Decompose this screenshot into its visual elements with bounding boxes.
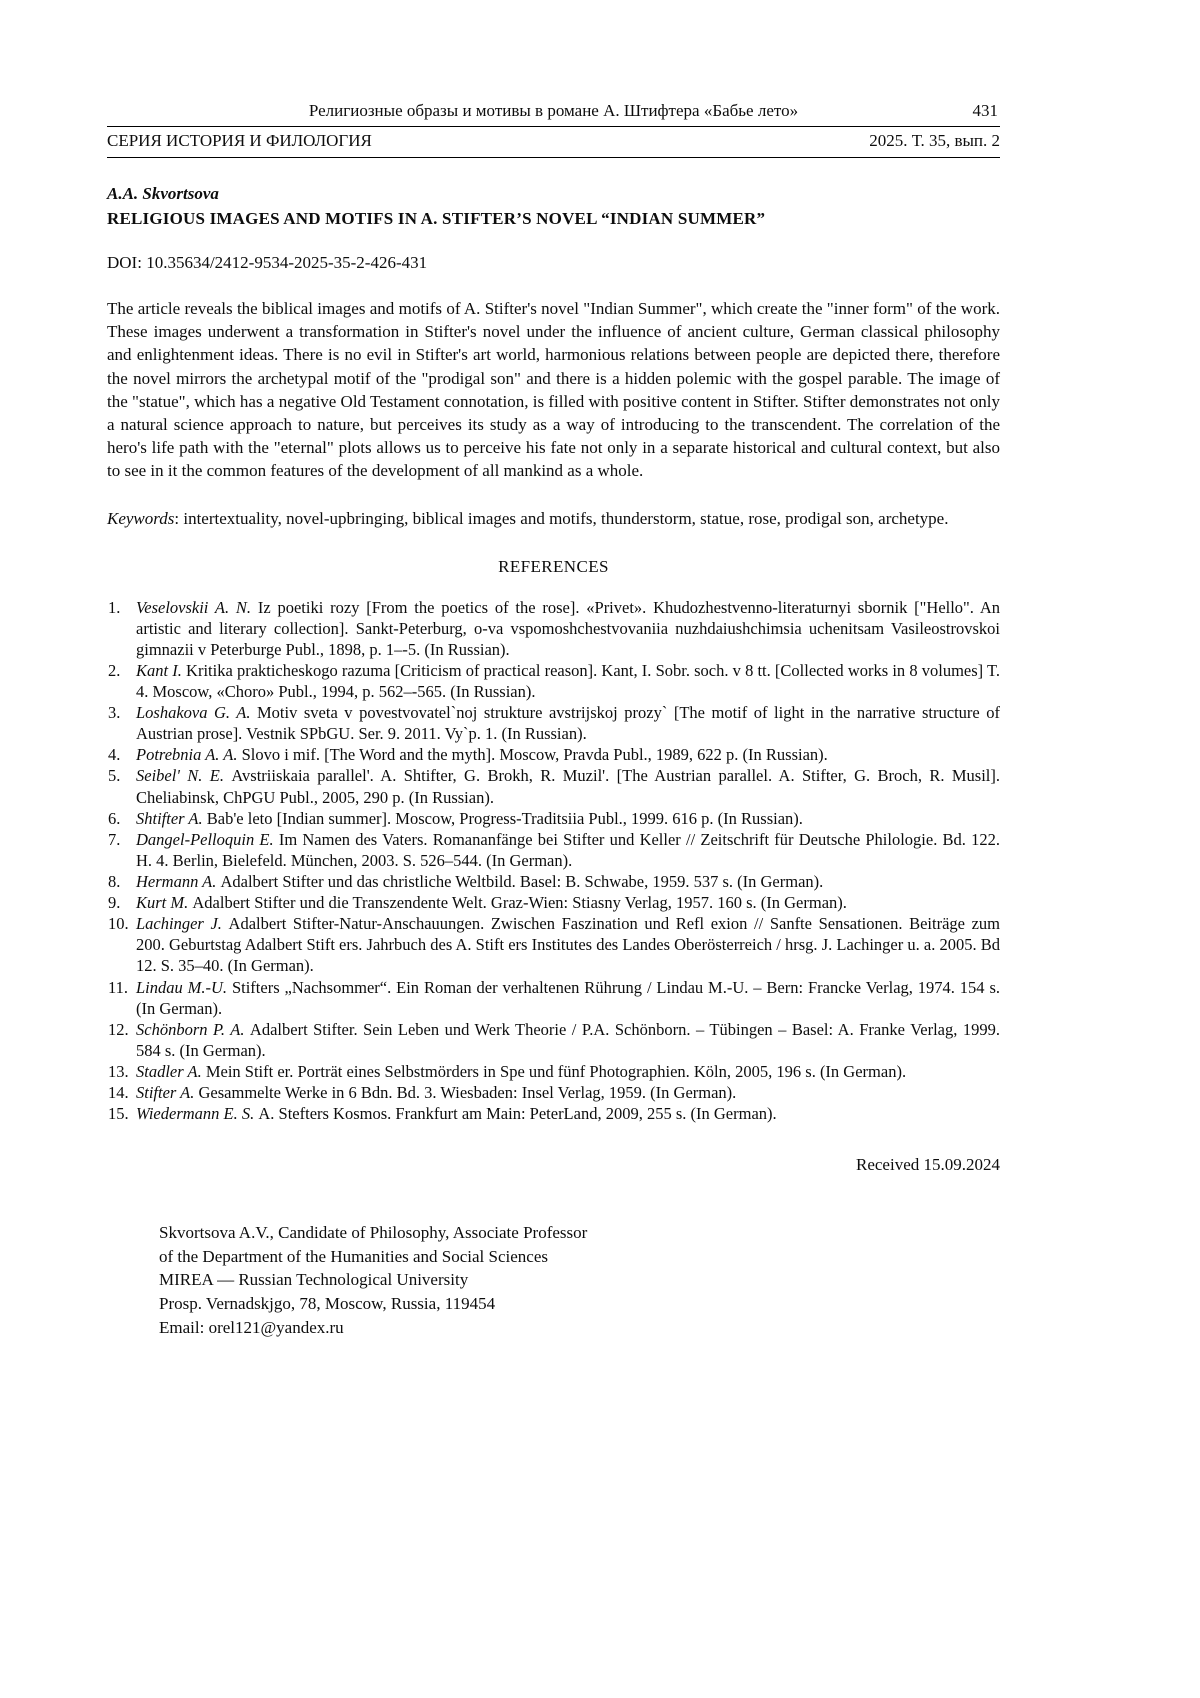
reference-text: Motiv sveta v povestvovatel`noj strukture avstrijskoj prozy` [The motif of light in the narrative structure of Austrian prose]. Vestnik SPbGU. Ser. 9. 2011. Vy`p. 1. (In Russian).	[136, 703, 1000, 744]
reference-author: Stadler A.	[136, 1062, 206, 1082]
references-heading: REFERENCES	[498, 557, 609, 577]
article-title: RELIGIOUS IMAGES AND MOTIFS IN A. STIFTER’S NOVEL “INDIAN SUMMER”	[107, 209, 766, 229]
reference-item	[107, 977, 1000, 1019]
keywords-text: : intertextuality, novel-upbringing, biblical images and motifs, thunderstorm, statue, rose, prodigal son, archetype.	[174, 509, 949, 529]
reference-text: Slovo i mif. [The Word and the myth]. Moscow, Pravda Publ., 1989, 622 p. (In Russian).	[241, 745, 828, 765]
author-info-line: MIREA — Russian Technological University	[159, 1270, 469, 1290]
reference-item	[107, 892, 1000, 913]
running-title: Религиозные образы и мотивы в романе А. Штифтера «Бабье лето»	[308, 101, 799, 120]
reference-author: Stifter A.	[136, 1083, 199, 1103]
reference-author: Kurt M.	[136, 893, 193, 913]
article-body	[107, 183, 1000, 1340]
reference-item	[107, 913, 1000, 976]
reference-text: Mein Stift er. Porträt eines Selbstmörders in Spe und fünf Photographien. Köln, 2005, 196 s. (In German).	[205, 1062, 907, 1082]
author-info-block	[159, 1221, 1000, 1340]
article-doi: DOI: 10.35634/2412-9534-2025-35-2-426-431	[107, 252, 428, 272]
reference-author: Potrebnia A. A.	[136, 745, 242, 765]
reference-item	[107, 829, 1000, 871]
page-content	[107, 100, 1000, 1340]
reference-author: Seibel' N. E.	[136, 766, 232, 786]
keywords-label: Keywords	[107, 509, 175, 529]
running-header-line2	[107, 127, 1000, 156]
abstract-text: The article reveals the biblical images and motifs of A. Stifter's novel "Indian Summer", which create the "inner form" of the work. These images underwent a transformation in Stifter's novel under the influence of ancient culture, German classical philosophy and enlightenment ideas. There is no evil in Stifter's art world, harmonious relations between people are depicted there, therefore the novel mirrors the archetypal motif of the "prodigal son" and there is a hidden polemic with the gospel parable. The image of the "statue", which has a negative Old Testament connotation, is filled with positive content in Stifter. Stifter demonstrates not only a natural science approach to nature, but perceives its study as a way of introducing to the transcendent. The correlation of the hero's life path with the "eternal" plots allows us to perceive his fate not only in a separate historical and cultural context, but also to see in it the common features of the development of all mankind as a whole.	[107, 299, 1000, 480]
article-author: А.А. Skvortsova	[107, 183, 219, 203]
author-info-line: Skvortsova A.V., Candidate of Philosophy, Associate Professor	[159, 1222, 588, 1242]
received-date: Received 15.09.2024	[856, 1155, 1000, 1175]
reference-text: Bab'e leto [Indian summer]. Moscow, Progress-Traditsiia Publ., 1999. 616 p. (In Russian).	[206, 808, 803, 828]
running-header	[107, 100, 1000, 158]
reference-text: Im Namen des Vaters. Romananfänge bei Stifter und Keller // Zeitschrift für Deutsche Philologie. Bd. 122. H. 4. Berlin, Bielefeld. München, 2003. S. 526–544. (In German).	[136, 829, 1000, 870]
reference-text: Avstriiskaia parallel'. A. Shtifter, G. Brokh, R. Muzil'. [The Austrian parallel. A. Stifter, G. Broch, R. Musil]. Cheliabinsk, ChPGU Publ., 2005, 290 p. (In Russian).	[136, 766, 1000, 807]
author-email-line: Email: orel121@yandex.ru	[159, 1317, 344, 1337]
reference-text: Kritika prakticheskogo razuma [Criticism of practical reason]. Kant, I. Sobr. soch. v 8 tt. [Collected works in 8 volumes] T. 4. Moscow, «Choro» Publ., 1994, p. 562–-565. (In Russian).	[136, 660, 1000, 702]
reference-text: Adalbert Stifter. Sein Leben und Werk Theorie / P.A. Schönborn. – Tübingen – Basel: A. Franke Verlag, 1999. 584 s. (In German).	[136, 1019, 1000, 1060]
reference-text: Adalbert Stifter und die Transzendente Welt. Graz-Wien: Stiasny Verlag, 1957. 160 s. (In German).	[192, 893, 847, 913]
reference-item	[107, 1019, 1000, 1061]
running-header-line1	[107, 100, 1000, 126]
header-rule-bottom	[107, 157, 1000, 158]
reference-text: Adalbert Stifter und das christliche Weltbild. Basel: B. Schwabe, 1959. 537 s. (In German).	[220, 872, 824, 892]
reference-item	[107, 765, 1000, 807]
reference-item	[107, 1082, 1000, 1103]
volume-issue: 2025. Т. 35, вып. 2	[869, 131, 1000, 151]
reference-item	[107, 1061, 1000, 1082]
reference-author: Loshakova G. A.	[136, 703, 258, 723]
reference-text: Stifters „Nachsommer“. Ein Roman der verhaltenen Rührung / Lindau M.-U. – Bern: Francke Verlag, 1974. 154 s. (In German).	[136, 977, 1000, 1018]
reference-author: Veselovskii A. N.	[136, 597, 258, 617]
reference-author: Lachinger J.	[136, 914, 229, 934]
reference-text: Gesammelte Werke in 6 Bdn. Bd. 3. Wiesbaden: Insel Verlag, 1959. (In German).	[198, 1083, 737, 1103]
reference-text: Adalbert Stifter-Natur-Anschauungen. Zwischen Faszination und Refl exion // Sanfte Sensationen. Beiträge zum 200. Geburtstag Adalbert Stift ers. Jahrbuch des A. Stift ers Institutes des Landes Oberösterreich / hrsg. J. Lachinger u. a. 2005. Bd 12. S. 35–40. (In German).	[136, 914, 1001, 976]
page-number: 431	[972, 101, 998, 120]
references-list	[107, 597, 1000, 1125]
reference-author: Hermann A.	[136, 872, 221, 892]
reference-author: Kant I.	[136, 660, 187, 680]
reference-author: Schönborn P. A.	[136, 1019, 250, 1039]
reference-text: A. Stefters Kosmos. Frankfurt am Main: PeterLand, 2009, 255 s. (In German).	[258, 1104, 777, 1124]
reference-item	[107, 744, 1000, 765]
keywords-paragraph	[107, 507, 1000, 530]
reference-item	[107, 871, 1000, 892]
series-title: СЕРИЯ ИСТОРИЯ И ФИЛОЛОГИЯ	[107, 131, 372, 151]
reference-item	[107, 660, 1000, 702]
author-info-line: of the Department of the Humanities and Social Sciences	[159, 1246, 548, 1266]
reference-item	[107, 597, 1000, 660]
reference-text: Iz poetiki rozy [From the poetics of the rose]. «Privet». Khudozhestvenno-literaturnyi sbornik ["Hello". An artistic and literary collection]. Sankt-Peterburg, o-va vspomoshchestvovaniia nuzhdaiushchimsia uchenitsam Vasileostrovskoi gimnazii v Peterburge Publ., 1898, p. 1–-5. (In Russian).	[136, 597, 1000, 659]
reference-item	[107, 1103, 1000, 1124]
reference-author: Dangel-Pelloquin E.	[136, 829, 279, 849]
reference-item	[107, 702, 1000, 744]
reference-author: Shtifter A.	[136, 808, 207, 828]
reference-item	[107, 808, 1000, 829]
reference-author: Lindau M.-U.	[136, 977, 232, 997]
author-info-line: Prosp. Vernadskjgo, 78, Moscow, Russia, 119454	[159, 1294, 496, 1314]
reference-author: Wiedermann E. S.	[136, 1104, 259, 1124]
